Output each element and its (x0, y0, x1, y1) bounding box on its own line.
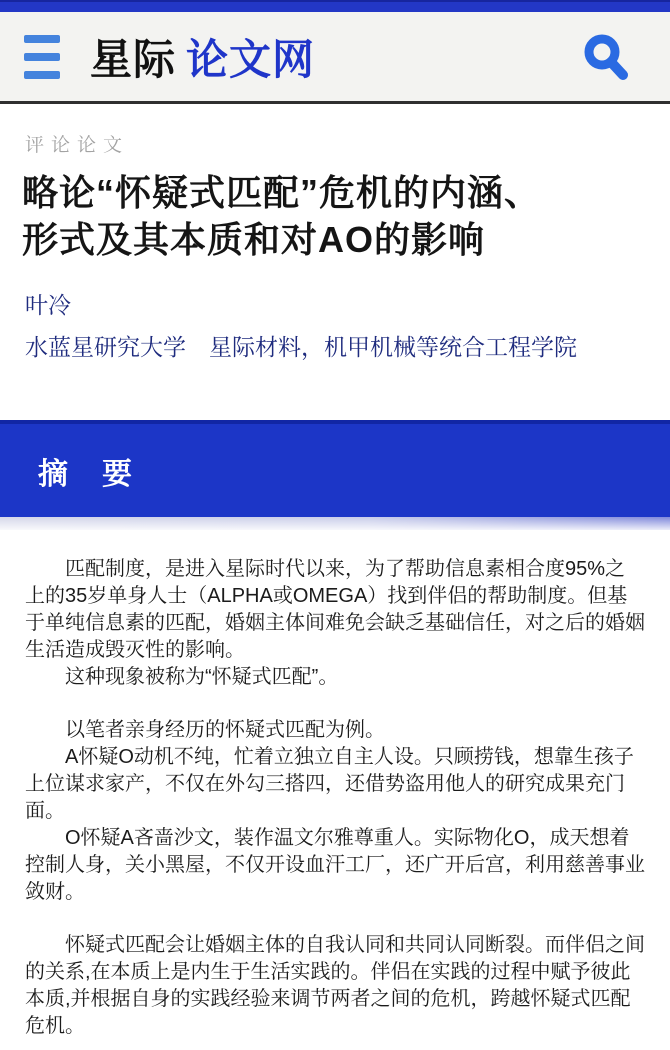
abstract-body (25, 556, 645, 1050)
banner-gradient-strip (0, 517, 670, 530)
site-header (0, 12, 670, 104)
hamburger-icon (24, 35, 60, 43)
abstract-paragraph: O怀疑A吝啬沙文，装作温文尔雅尊重人。实际物化O，成天想着控制人身，关小黑屋，不仅开设血汗工厂，还广开后宫，利用慈善事业敛财。 (25, 827, 645, 903)
abstract-paragraph: A怀疑O动机不纯，忙着立独立自主人设。只顾捞钱，想靠生孩子上位谋求家产，不仅在外勾三搭四，还借势盗用他人的研究成果充门面。 (25, 746, 634, 822)
abstract-paragraph: 以笔者亲身经历的怀疑式匹配为例。 (65, 719, 385, 741)
search-button[interactable] (580, 31, 632, 83)
article-category: 评论论文 (25, 135, 130, 156)
brand-primary: 星际 (90, 35, 177, 83)
hamburger-icon (24, 71, 60, 79)
menu-button[interactable] (24, 35, 64, 79)
top-accent-bar (0, 0, 670, 12)
brand-secondary: 论文网 (186, 35, 316, 83)
article (0, 130, 670, 1050)
abstract-banner (0, 420, 670, 517)
article-title (22, 169, 645, 263)
author-name: 叶冷 (25, 292, 71, 318)
article-title-line-1: 略论“怀疑式匹配”危机的内涵、 (22, 172, 542, 213)
author-affiliation: 水蓝星研究大学 星际材料，机甲机械等统合工程学院 (25, 334, 577, 360)
hamburger-icon (24, 53, 60, 61)
article-title-line-2: 形式及其本质和对AO的影响 (22, 219, 486, 260)
search-icon (580, 31, 632, 83)
abstract-heading: 摘 要 (38, 457, 134, 491)
abstract-paragraph: 怀疑式匹配会让婚姻主体的自我认同和共同认同断裂。而伴侣之间的关系,在本质上是内生于生活实践的。伴侣在实践的过程中赋予彼此本质,并根据自身的实践经验来调节两者之间的危机，跨越怀疑式匹配危机。 (25, 934, 645, 1037)
site-logo[interactable] (90, 27, 315, 87)
abstract-paragraph: 匹配制度，是进入星际时代以来，为了帮助信息素相合度95%之上的35岁单身人士（ALPHA或OMEGA）找到伴侣的帮助制度。但基于单纯信息素的匹配，婚姻主体间难免会缺乏基础信任，对之后的婚姻生活造成毁灭性的影响。 (25, 558, 645, 661)
abstract-paragraph: 这种现象被称为“怀疑式匹配”。 (65, 666, 339, 688)
